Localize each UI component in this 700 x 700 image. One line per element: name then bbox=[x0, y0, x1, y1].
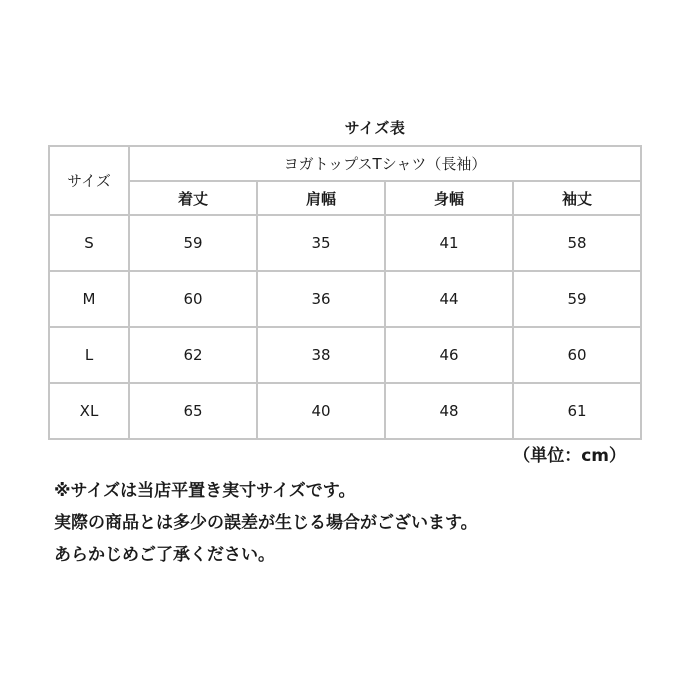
table-row bbox=[49, 327, 641, 383]
table-product-row bbox=[49, 146, 641, 181]
table-cell: 61 bbox=[513, 383, 641, 439]
size-label: XL bbox=[49, 383, 129, 439]
column-header-chest: 身幅 bbox=[385, 181, 513, 215]
table-cell: 59 bbox=[513, 271, 641, 327]
table-cell: 41 bbox=[385, 215, 513, 271]
table-cell: 46 bbox=[385, 327, 513, 383]
table-row bbox=[49, 215, 641, 271]
table-row bbox=[49, 271, 641, 327]
size-column-header: サイズ bbox=[49, 146, 129, 215]
table-cell: 65 bbox=[129, 383, 257, 439]
size-label: M bbox=[49, 271, 129, 327]
page-title: サイズ表 bbox=[344, 119, 406, 137]
product-name-header: ヨガトップスTシャツ（長袖） bbox=[129, 146, 641, 181]
table-header-row bbox=[49, 181, 641, 215]
note-line: ※サイズは当店平置き実寸サイズです。 bbox=[54, 481, 356, 501]
table-cell: 48 bbox=[385, 383, 513, 439]
table-cell: 60 bbox=[513, 327, 641, 383]
unit-note: （単位：cm） bbox=[513, 446, 626, 466]
note-line: 実際の商品とは多少の誤差が生じる場合がございます。 bbox=[54, 513, 478, 533]
column-header-shoulder: 肩幅 bbox=[257, 181, 385, 215]
column-header-length: 着丈 bbox=[129, 181, 257, 215]
column-header-sleeve: 袖丈 bbox=[513, 181, 641, 215]
table-cell: 44 bbox=[385, 271, 513, 327]
table-row bbox=[49, 383, 641, 439]
table-cell: 60 bbox=[129, 271, 257, 327]
table-cell: 58 bbox=[513, 215, 641, 271]
table-cell: 38 bbox=[257, 327, 385, 383]
note-line: あらかじめご了承ください。 bbox=[54, 545, 275, 565]
table-cell: 40 bbox=[257, 383, 385, 439]
notes-block bbox=[54, 475, 478, 571]
size-label: S bbox=[49, 215, 129, 271]
table-cell: 36 bbox=[257, 271, 385, 327]
table-cell: 35 bbox=[257, 215, 385, 271]
table-cell: 59 bbox=[129, 215, 257, 271]
table-cell: 62 bbox=[129, 327, 257, 383]
size-label: L bbox=[49, 327, 129, 383]
size-table bbox=[48, 145, 642, 440]
